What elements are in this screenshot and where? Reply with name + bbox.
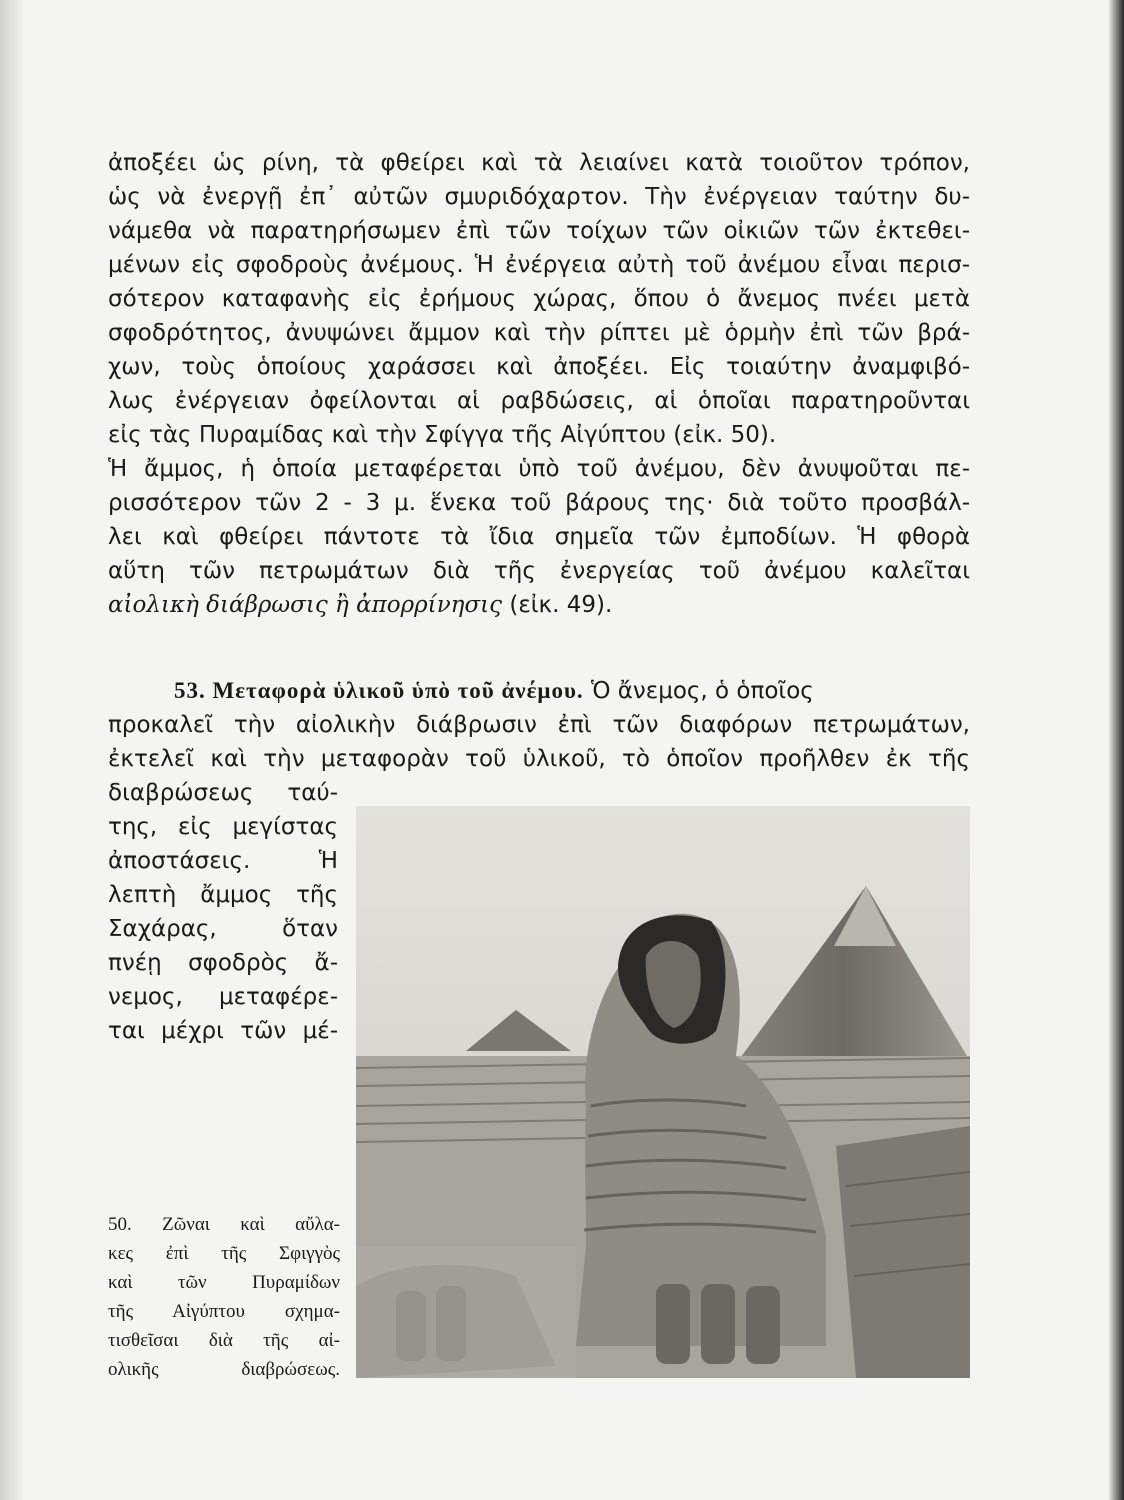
figure-caption [108,1210,340,1384]
text-line: εἰς τὰς Πυραμίδας καὶ τὴν Σφίγγα τῆς Αἰγύπτου (εἰκ. 50). [108,422,777,448]
text-line: νάμεθα νὰ παρατηρήσωμεν ἐπὶ τῶν τοίχων τῶν οἰκιῶν τῶν ἐκτεθει- [108,218,970,244]
page-edge-right [1108,0,1124,1500]
text-line-term [108,588,970,622]
text-line: μένων εἰς σφοδροὺς ἀνέμους. Ἡ ἐνέργεια αὐτὴ τοῦ ἀνέμου εἶναι περισ- [108,252,970,278]
caption-line: καὶ τῶν Πυραμίδων [108,1272,340,1293]
text-line: Σαχάρας, ὅταν [108,916,338,942]
italic-term: αἰολικὴ διάβρωσις ἢ ἀπορρίνησις [108,592,503,618]
text-line: ἐκτελεῖ καὶ τὴν μεταφορὰν τοῦ ὑλικοῦ, τὸ ὁποῖον προῆλθεν ἐκ τῆς [108,746,970,772]
text-line: λει καὶ φθείρει πάντοτε τὰ ἴδια σημεῖα τῶν ἐμποδίων. Ἡ φθορὰ [108,524,970,550]
caption-line: τισθεῖσαι διὰ τῆς αἰ- [108,1330,340,1351]
text-line: σότερον καταφανὴς εἰς ἐρήμους χώρας, ὅπου ὁ ἄνεμος πνέει μετὰ [108,286,970,312]
text-line: σφοδρότητος, ἀνυψώνει ἄμμον καὶ τὴν ρίπτει μὲ ὁρμὴν ἐπὶ τῶν βρά- [108,320,970,346]
caption-line: τῆς Αἰγύπτου σχημα- [108,1301,340,1322]
caption-line: ολικῆς διαβρώσεως. [108,1359,340,1380]
photo-illustration [356,806,970,1378]
heading-continuation: Ὁ ἄνεμος, ὁ ὁποῖος [583,678,814,704]
text-line: νεμος, μεταφέρε- [108,984,338,1010]
text-line: ρισσότερον τῶν 2 - 3 μ. ἕνεκα τοῦ βάρους της· διὰ τοῦτο προσβάλ- [108,490,970,516]
section-53 [108,674,970,776]
text-line: ται μέχρι τῶν μέ- [108,1018,338,1044]
text-line: προκαλεῖ τὴν αἰολικὴν διάβρωσιν ἐπὶ τῶν διαφόρων πετρωμάτων, [108,712,970,738]
wrapped-text-column [108,776,338,1048]
paragraph-wind-erosion [108,146,970,622]
text-line: της, εἰς μεγίστας [108,814,338,840]
text-line: λεπτὴ ἄμμος τῆς [108,882,338,908]
text-line: ἀποστάσεις. Ἡ [108,848,338,874]
term-suffix: (εἰκ. 49). [502,592,613,618]
text-line: ὡς νὰ ἐνεργῇ ἐπ᾽ αὐτῶν σμυριδόχαρτον. Τὴν ἐνέργειαν ταύτην δυ- [108,184,970,210]
caption-line: κες ἐπὶ τῆς Σφιγγὸς [108,1243,340,1264]
text-line: Ἡ ἄμμος, ἡ ὁποία μεταφέρεται ὑπὸ τοῦ ἀνέμου, δὲν ἀνυψοῦται πε- [108,456,970,482]
text-line: ἀποξέει ὡς ρίνη, τὰ φθείρει καὶ τὰ λειαίνει κατὰ τοιοῦτον τρόπον, [108,150,970,176]
text-line: αὕτη τῶν πετρωμάτων διὰ τῆς ἐνεργείας τοῦ ἀνέμου καλεῖται [108,558,970,584]
section-heading: 53. Μεταφορὰ ὑλικοῦ ὑπὸ τοῦ ἀνέμου. [174,678,584,703]
caption-line: 50. Ζῶναι καὶ αὔλα- [108,1214,340,1235]
text-line: πνέῃ σφοδρὸς ἄ- [108,950,338,976]
section-heading-line [108,674,970,708]
excavation-wall [836,1126,970,1378]
text-line: χων, τοὺς ὁποίους χαράσσει καὶ ἀποξέει. Εἰς τοιαύτην ἀναμφιβό- [108,354,970,380]
sand-foreground [356,1246,576,1378]
text-line: λως ἐνέργειαν ὀφείλονται αἱ ραβδώσεις, αἱ ὁποῖαι παρατηροῦνται [108,388,970,414]
sphinx-pyramids-photo [356,806,970,1378]
text-line: διαβρώσεως ταύ- [108,780,338,806]
page-edge-shadow [0,0,24,1500]
